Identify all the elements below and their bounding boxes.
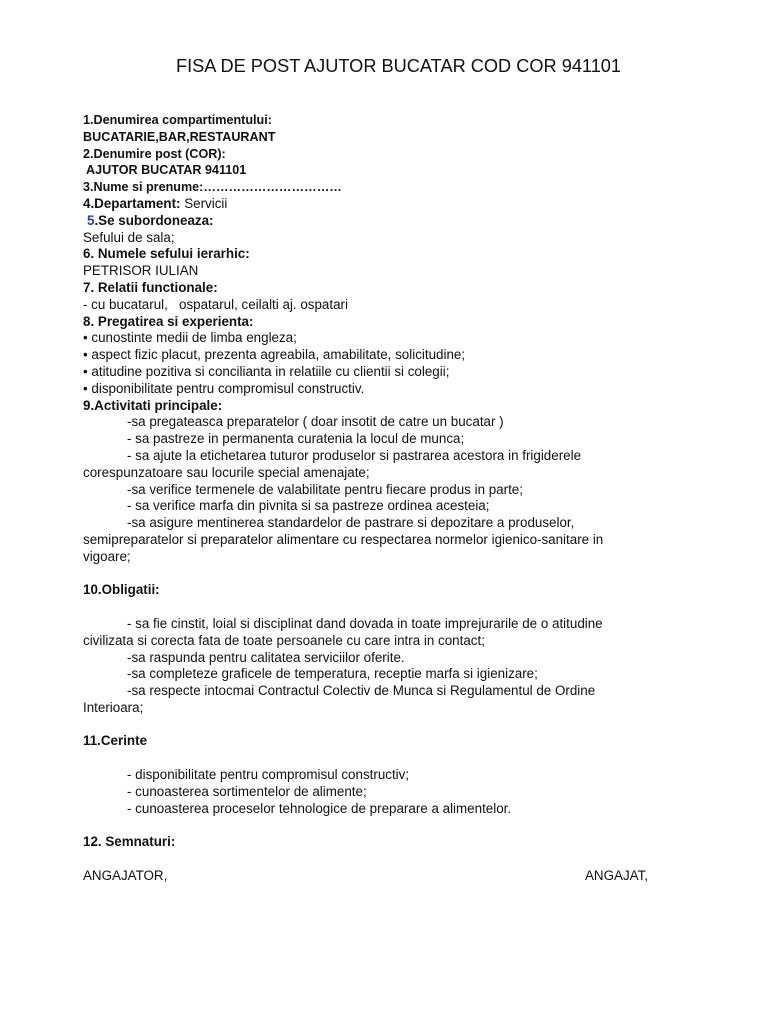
list-item: Interioara; bbox=[83, 699, 144, 715]
list-item: corespunzatoare sau locurile special amenajate; bbox=[83, 464, 370, 480]
section-5-number: 5 bbox=[87, 212, 95, 228]
section-9-heading: 9.Activitati principale: bbox=[83, 397, 223, 413]
section-7-heading: 7. Relatii functionale: bbox=[83, 279, 218, 295]
list-item: - sa verifice marfa din pivnita si sa pastreze ordinea acesteia; bbox=[127, 498, 490, 514]
list-item: -sa raspunda pentru calitatea serviciilor oferite. bbox=[127, 649, 405, 665]
list-item: • cunostinte medii de limba engleza; bbox=[83, 330, 297, 346]
section-6-heading: 6. Numele sefului ierarhic: bbox=[83, 246, 250, 262]
list-item: vigoare; bbox=[83, 548, 131, 564]
section-8-heading: 8. Pregatirea si experienta: bbox=[83, 313, 254, 329]
document-title: FISA DE POST AJUTOR BUCATAR COD COR 941101 bbox=[176, 56, 622, 76]
list-item: • disponibilitate pentru compromisul constructiv. bbox=[83, 380, 365, 396]
section-5-heading-line bbox=[83, 213, 693, 230]
list-item: -sa pregateasca preparatelor ( doar insotit de catre un bucatar ) bbox=[127, 414, 504, 430]
section-11-heading: 11.Cerinte bbox=[83, 733, 148, 749]
section-4-value: Servicii bbox=[180, 195, 228, 211]
section-2-value: AJUTOR BUCATAR 941101 bbox=[83, 163, 247, 178]
employer-signature-label: ANGAJATOR, bbox=[83, 868, 168, 883]
section-5-heading: .Se subordoneaza: bbox=[94, 212, 214, 228]
section-3-heading: 3.Nume si prenume:…………………………… bbox=[83, 180, 342, 195]
list-item: • atitudine pozitiva si concilianta in relatiile cu clientii si colegii; bbox=[83, 363, 450, 379]
section-6-value: PETRISOR IULIAN bbox=[83, 263, 199, 279]
section-4-heading: 4.Departament: bbox=[83, 195, 181, 211]
section-2-heading: 2.Denumire post (COR): bbox=[83, 146, 226, 161]
section-1-value: BUCATARIE,BAR,RESTAURANT bbox=[83, 129, 276, 144]
section-5-value: Sefului de sala; bbox=[83, 229, 175, 245]
list-item: civilizata si corecta fata de toate persoanele cu care intra in contact; bbox=[83, 632, 485, 648]
section-4-line bbox=[83, 196, 693, 213]
list-item: - cunoasterea proceselor tehnologice de preparare a alimentelor. bbox=[127, 800, 512, 816]
section-12-heading: 12. Semnaturi: bbox=[83, 834, 176, 850]
section-1-heading: 1.Denumirea compartimentului: bbox=[83, 113, 272, 127]
document-body bbox=[83, 112, 693, 851]
list-item: -sa asigure mentinerea standardelor de pastrare si depozitare a produselor, bbox=[127, 515, 575, 531]
list-item: - disponibilitate pentru compromisul constructiv; bbox=[127, 767, 410, 783]
list-item: - sa ajute la etichetarea tuturor produselor si pastrarea acestora in frigiderele bbox=[127, 447, 582, 463]
list-item: • aspect fizic placut, prezenta agreabila, amabilitate, solicitudine; bbox=[83, 347, 466, 363]
list-item: - cunoasterea sortimentelor de alimente; bbox=[127, 783, 367, 799]
list-item: -sa respecte intocmai Contractul Colectiv de Munca si Regulamentul de Ordine bbox=[127, 683, 596, 699]
list-item: -sa completeze graficele de temperatura, receptie marfa si igienizare; bbox=[127, 666, 538, 682]
list-item: -sa verifice termenele de valabilitate pentru fiecare produs in parte; bbox=[127, 481, 523, 497]
section-10-heading: 10.Obligatii: bbox=[83, 582, 160, 598]
list-item: semipreparatelor si preparatelor alimentare cu respectarea normelor igienico-sanitare in bbox=[83, 531, 604, 547]
list-item: - sa pastreze in permanenta curatenia la locul de munca; bbox=[127, 431, 465, 447]
list-item: - sa fie cinstit, loial si disciplinat dand dovada in toate imprejurarile de o atitudine bbox=[127, 615, 603, 631]
section-7-value: - cu bucatarul, ospatarul, ceilalti aj. ospatari bbox=[83, 296, 348, 312]
employee-signature-label: ANGAJAT, bbox=[585, 868, 648, 883]
